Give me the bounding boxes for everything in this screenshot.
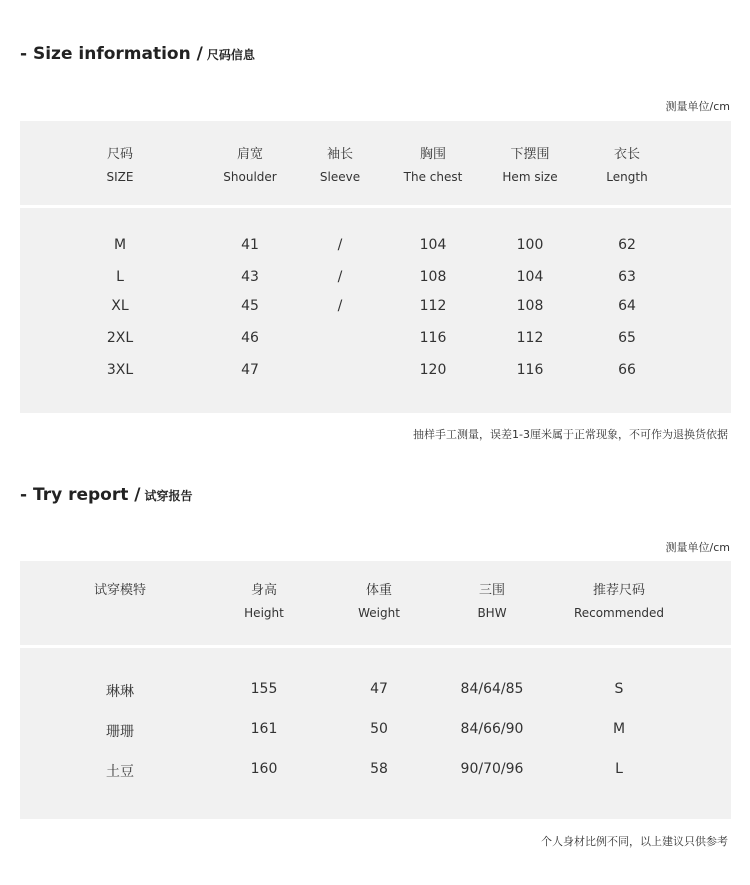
size-section-title-cn: 尺码信息 (206, 48, 255, 62)
try-header-cn: 试穿模特 (93, 583, 146, 598)
size-table-cell: 100 (516, 237, 544, 253)
try-table-cell: 84/66/90 (460, 721, 524, 737)
size-table-cell: 46 (241, 330, 259, 346)
try-table-cell: 50 (370, 721, 388, 737)
try-table-cell: S (614, 681, 624, 697)
size-header-cn: 尺码 (106, 147, 133, 162)
size-header-en: Sleeve (319, 170, 361, 184)
try-table-cell: L (615, 761, 623, 777)
try-table-cell: 84/64/85 (460, 681, 524, 697)
size-table-cell: 104 (516, 269, 544, 285)
size-header-en: Hem size (502, 170, 558, 184)
size-header-cn: 肩宽 (236, 147, 263, 162)
try-header-cell (319, 580, 439, 624)
try-table-cell: 160 (250, 761, 278, 777)
try-header-cell (204, 580, 324, 624)
size-header-en: Length (606, 170, 648, 184)
try-header-cell (432, 580, 552, 624)
size-table-cell: 65 (618, 330, 636, 346)
size-table-cell: / (337, 269, 343, 285)
size-section-title: - Size information / 尺码信息 (20, 44, 255, 64)
size-table-cell: 108 (419, 269, 447, 285)
try-table-cell: 珊珊 (106, 724, 134, 740)
try-note: 个人身材比例不同，以上建议只供参考 (541, 835, 728, 848)
try-table-cell: 58 (370, 761, 388, 777)
try-table-cell: 161 (250, 721, 278, 737)
size-table-cell: 104 (419, 237, 447, 253)
try-header-en: Weight (358, 606, 400, 620)
size-table-cell: 120 (419, 362, 447, 378)
size-header-cn: 下摆围 (510, 147, 550, 162)
try-header-cell (559, 580, 679, 624)
size-table-cell: L (116, 269, 124, 285)
size-header-en: SIZE (106, 170, 134, 184)
try-unit-label: 测量单位/cm (665, 541, 730, 554)
size-table-cell: 62 (618, 237, 636, 253)
size-table-cell: 112 (419, 298, 447, 314)
size-table-cell: M (113, 237, 127, 253)
size-table-cell: 47 (241, 362, 259, 378)
try-header-cell (60, 580, 180, 602)
try-table-cell: M (612, 721, 626, 737)
try-table-cell: 琳琳 (106, 684, 134, 700)
size-table-cell: 2XL (106, 330, 134, 346)
size-table-divider (20, 205, 731, 208)
try-header-en: Height (244, 606, 284, 620)
try-table-cell: 90/70/96 (460, 761, 524, 777)
size-note: 抽样手工测量，误差1-3厘米属于正常现象，不可作为退换货依据 (413, 428, 728, 441)
size-table-cell: 112 (516, 330, 544, 346)
size-table-cell: / (337, 298, 343, 314)
size-table-cell: 63 (618, 269, 636, 285)
try-table-cell: 155 (250, 681, 278, 697)
size-table-cell: 43 (241, 269, 259, 285)
size-table-cell: XL (111, 298, 129, 314)
try-header-cn: 三围 (478, 583, 505, 598)
size-table-cell: 66 (618, 362, 636, 378)
size-table-cell: / (337, 237, 343, 253)
try-table-divider (20, 645, 731, 648)
size-header-cell (60, 144, 180, 188)
try-section-title: - Try report / 试穿报告 (20, 485, 193, 505)
size-table-cell: 64 (618, 298, 636, 314)
size-header-cell (567, 144, 687, 188)
try-table-cell: 土豆 (106, 764, 134, 780)
size-unit-label: 测量单位/cm (665, 100, 730, 113)
size-table-cell: 116 (419, 330, 447, 346)
size-header-cn: 胸围 (419, 147, 446, 162)
try-header-cn: 身高 (250, 583, 277, 598)
size-table-cell: 45 (241, 298, 259, 314)
size-table-cell: 116 (516, 362, 544, 378)
size-header-en: The chest (403, 170, 463, 184)
try-header-en: Recommended (573, 606, 665, 620)
size-header-en: Shoulder (223, 170, 277, 184)
size-header-cn: 袖长 (326, 147, 353, 162)
size-table-cell: 41 (241, 237, 259, 253)
try-header-cn: 推荐尺码 (592, 583, 645, 598)
try-table-cell: 47 (370, 681, 388, 697)
try-header-cn: 体重 (365, 583, 392, 598)
try-section-title-cn: 试穿报告 (144, 489, 193, 503)
size-table-cell: 3XL (106, 362, 134, 378)
try-header-en: BHW (477, 606, 507, 620)
size-header-cn: 衣长 (613, 147, 640, 162)
size-table-cell: 108 (516, 298, 544, 314)
